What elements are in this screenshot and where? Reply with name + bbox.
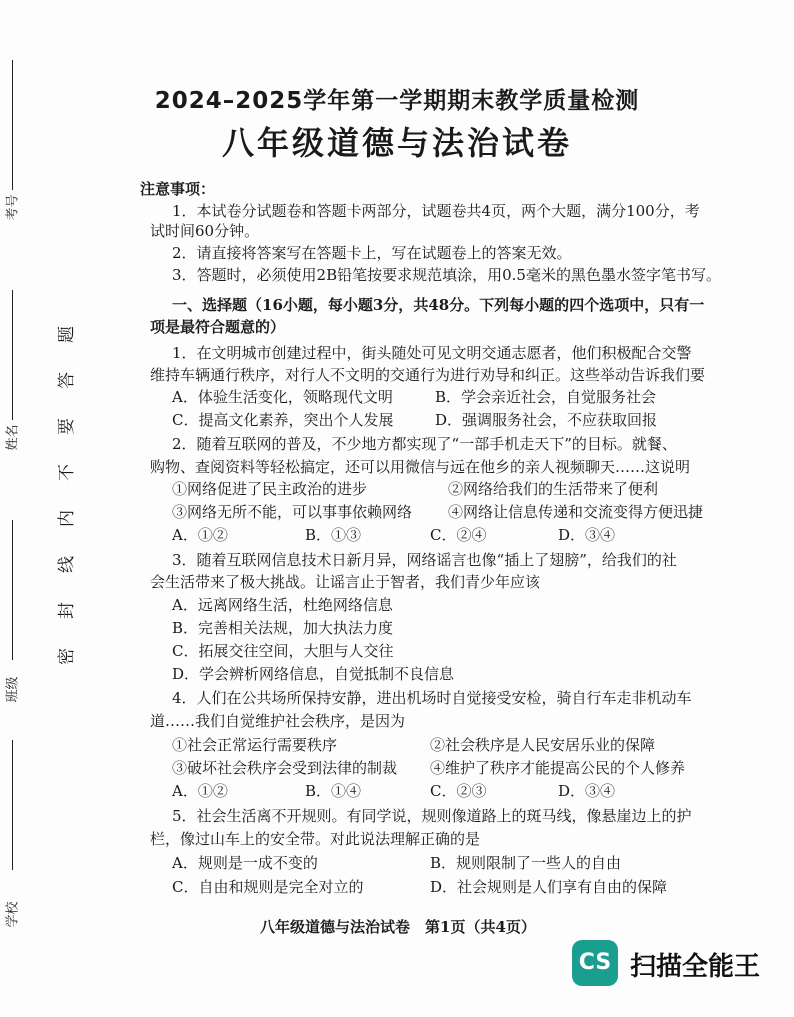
question-stem: 道……我们自觉维护社会秩序，是因为 xyxy=(150,712,406,730)
name-label: 姓名 xyxy=(5,424,21,451)
option-b: B．①③ xyxy=(305,526,362,544)
option-b: B．学会亲近社会，自觉服务社会 xyxy=(435,388,657,406)
statement-2: ②社会秩序是人民安居乐业的保障 xyxy=(430,736,656,754)
seal-char: 答 xyxy=(57,372,77,389)
question-stem: 5．社会生活离不开规则。有同学说，规则像道路上的斑马线，像悬崖边上的护 xyxy=(172,807,692,825)
school-label: 学校 xyxy=(5,901,21,928)
question-stem: 4．人们在公共场所保持安静，进出机场时自觉接受安检，骑自行车走非机动车 xyxy=(172,689,692,707)
option-c: C．自由和规则是完全对立的 xyxy=(172,878,364,896)
option-c: C．提高文化素养，突出个人发展 xyxy=(172,411,394,429)
question-stem: 2．随着互联网的普及，不少地方都实现了“一部手机走天下”的目标。就餐、 xyxy=(172,435,677,453)
question-stem: 3．随着互联网信息技术日新月异，网络谣言也像“插上了翅膀”，给我们的社 xyxy=(172,551,677,569)
class-label: 班级 xyxy=(5,676,21,703)
option-b: B．规则限制了一些人的自由 xyxy=(430,854,622,872)
statement-1: ①网络促进了民主政治的进步 xyxy=(172,480,368,498)
statement-4: ④维护了秩序才能提高公民的个人修养 xyxy=(430,759,686,777)
statement-2: ②网络给我们的生活带来了便利 xyxy=(448,480,659,498)
question-stem: 1．在文明城市创建过程中，街头随处可见文明交通志愿者，他们积极配合交警 xyxy=(172,344,692,362)
question-stem: 维持车辆通行秩序，对行人不文明的交通行为进行劝导和纠正。这些举动告诉我们要 xyxy=(150,366,706,384)
statement-4: ④网络让信息传递和交流变得方便迅捷 xyxy=(448,503,704,521)
question-stem: 会生活带来了极大挑战。让谣言止于智者，我们青少年应该 xyxy=(150,573,541,591)
binding-line xyxy=(12,740,13,870)
seal-char: 封 xyxy=(57,602,77,619)
note-item: 1．本试卷分试题卷和答题卡两部分，试题卷共4页，两个大题，满分100分，考 xyxy=(172,202,700,220)
exam-session-title: 2024–2025学年第一学期期末教学质量检测 xyxy=(154,88,640,114)
camscanner-logo-icon: CS xyxy=(572,940,618,986)
binding-line xyxy=(12,290,13,420)
option-c: C．拓展交往空间，大胆与人交往 xyxy=(172,642,394,660)
note-item: 试时间60分钟。 xyxy=(150,222,260,240)
option-d: D．社会规则是人们享有自由的保障 xyxy=(430,878,668,896)
option-a: A．远离网络生活，杜绝网络信息 xyxy=(172,596,393,614)
note-item: 2．请直接将答案写在答题卡上，写在试题卷上的答案无效。 xyxy=(172,244,572,262)
option-a: A．体验生活变化，领略现代文明 xyxy=(172,388,393,406)
option-d: D．学会辨析网络信息，自觉抵制不良信息 xyxy=(172,665,455,683)
exam-no-label: 考号 xyxy=(5,194,21,221)
section-heading: 项是最符合题意的） xyxy=(150,318,286,336)
option-a: A．①② xyxy=(172,782,228,800)
binding-line xyxy=(12,520,13,660)
option-c: C．②③ xyxy=(430,782,487,800)
seal-char: 题 xyxy=(57,326,77,343)
question-stem: 购物、查阅资料等轻松搞定，还可以用微信与远在他乡的亲人视频聊天……这说明 xyxy=(150,458,691,476)
question-stem: 栏，像过山车上的安全带。对此说法理解正确的是 xyxy=(150,830,481,848)
seal-char: 内 xyxy=(57,510,77,527)
notes-heading: 注意事项： xyxy=(140,180,216,198)
scanner-app-name: 扫描全能王 xyxy=(630,952,761,982)
exam-paper-title: 八年级道德与法治试卷 xyxy=(221,124,572,162)
seal-char: 要 xyxy=(57,418,77,435)
seal-char: 线 xyxy=(57,556,77,573)
scanner-watermark xyxy=(572,940,772,986)
option-b: B．完善相关法规，加大执法力度 xyxy=(172,619,394,637)
option-b: B．①④ xyxy=(305,782,362,800)
statement-3: ③网络无所不能，可以事事依赖网络 xyxy=(172,503,413,521)
page-footer: 八年级道德与法治试卷 第1页（共4页） xyxy=(260,918,536,936)
statement-1: ①社会正常运行需要秩序 xyxy=(172,736,338,754)
option-d: D．强调服务社会，不应获取回报 xyxy=(435,411,658,429)
option-a: A．①② xyxy=(172,526,228,544)
seal-char: 密 xyxy=(57,648,77,665)
section-heading: 一、选择题（16小题，每小题3分，共48分。下列每小题的四个选项中，只有一 xyxy=(172,296,705,314)
statement-3: ③破坏社会秩序会受到法律的制裁 xyxy=(172,759,398,777)
option-d: D．③④ xyxy=(558,526,616,544)
option-a: A．规则是一成不变的 xyxy=(172,854,318,872)
option-c: C．②④ xyxy=(430,526,487,544)
note-item: 3．答题时，必须使用2B铅笔按要求规范填涂，用0.5毫米的黑色墨水签字笔书写。 xyxy=(172,266,721,284)
option-d: D．③④ xyxy=(558,782,616,800)
seal-char: 不 xyxy=(57,464,77,481)
